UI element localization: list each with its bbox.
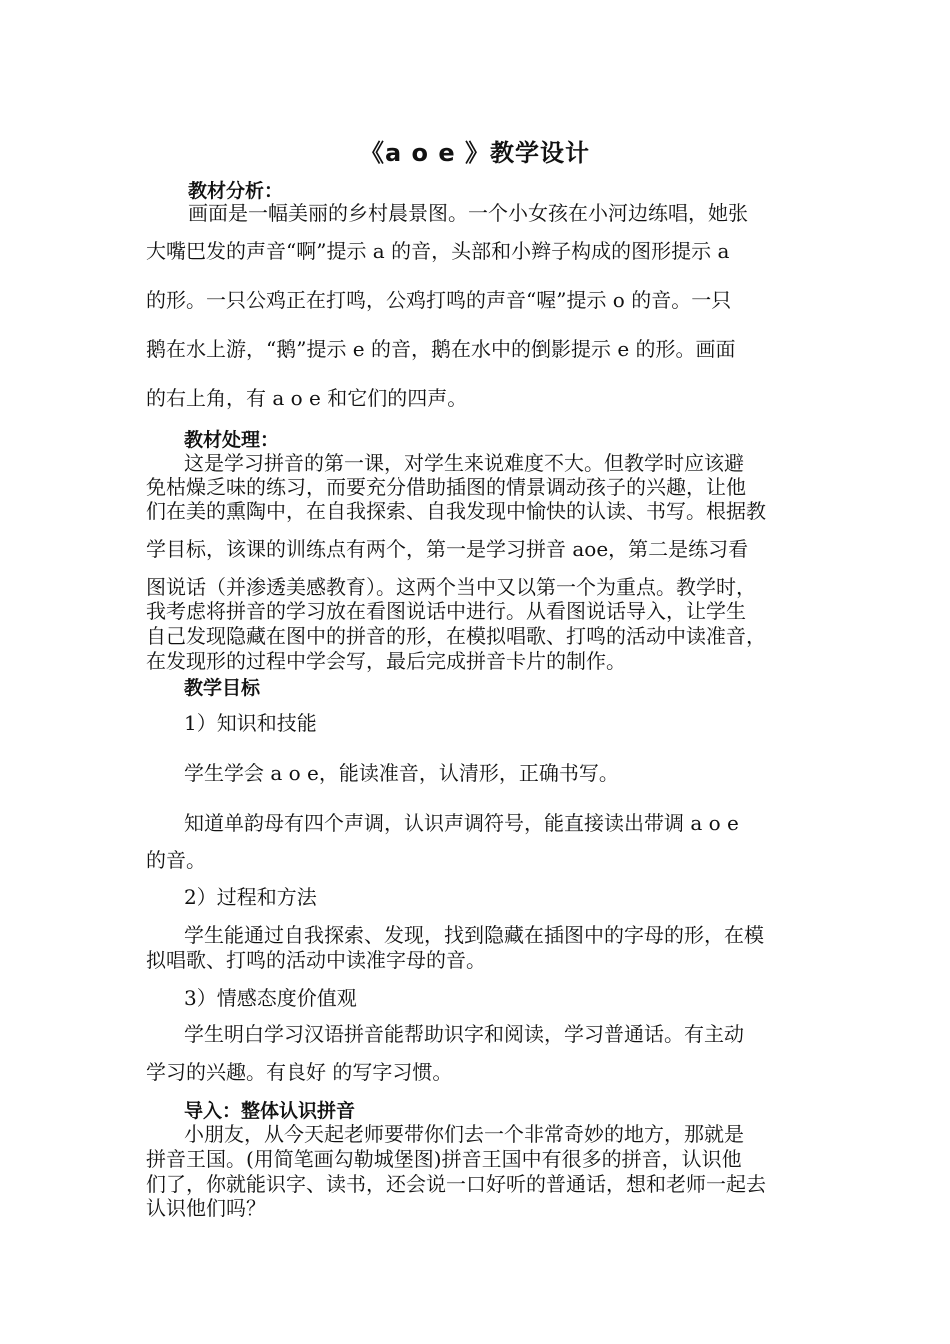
paragraph-line: 图说话（并渗透美感教育）。这两个当中又以第一个为重点。教学时， <box>146 575 756 599</box>
paragraph-line: 画面是一幅美丽的乡村晨景图。一个小女孩在小河边练唱，她张 <box>188 201 748 225</box>
paragraph-line: 免枯燥乏味的练习，而要充分借助插图的情景调动孩子的兴趣，让他 <box>146 475 746 499</box>
paragraph-line: 学生学会 a o e，能读准音，认清形，正确书写。 <box>184 761 619 785</box>
heading-goals: 教学目标 <box>184 677 261 699</box>
paragraph-line: 的形。一只公鸡正在打鸣，公鸡打鸣的声音“喔”提示 o 的音。一只 <box>146 288 732 312</box>
paragraph-line: 的右上角，有 a o e 和它们的四声。 <box>146 386 468 410</box>
subheading-process: 2）过程和方法 <box>184 885 317 909</box>
paragraph-line: 学生能通过自我探索、发现，找到隐藏在插图中的字母的形，在模 <box>184 923 764 947</box>
paragraph-line: 们了，你就能识字、读书，还会说一口好听的普通话，想和老师一起去 <box>146 1172 766 1196</box>
heading-analysis: 教材分析： <box>188 180 284 202</box>
subheading-knowledge: 1）知识和技能 <box>184 711 317 735</box>
paragraph-line: 知道单韵母有四个声调，认识声调符号，能直接读出带调 a o e <box>184 811 739 835</box>
paragraph-line: 拼音王国。(用简笔画勾勒城堡图)拼音王国中有很多的拼音，认识他 <box>146 1147 742 1171</box>
paragraph-line: 小朋友，从今天起老师要带你们去一个非常奇妙的地方，那就是 <box>184 1122 744 1146</box>
document-title: 《a o e 》教学设计 <box>359 139 591 167</box>
paragraph-line: 在发现形的过程中学会写，最后完成拼音卡片的制作。 <box>146 649 626 673</box>
paragraph-line: 的音。 <box>146 848 206 872</box>
paragraph-line: 拟唱歌、打鸣的活动中读准字母的音。 <box>146 948 486 972</box>
paragraph-line: 们在美的熏陶中，在自我探索、自我发现中愉快的认读、书写。根据教 <box>146 499 766 523</box>
paragraph-line: 学习的兴趣。有良好 的写字习惯。 <box>146 1060 453 1084</box>
paragraph-line: 大嘴巴发的声音“啊”提示 a 的音，头部和小辫子构成的图形提示 a <box>146 239 730 263</box>
paragraph-line: 这是学习拼音的第一课，对学生来说难度不大。但教学时应该避 <box>184 451 744 475</box>
heading-intro: 导入：整体认识拼音 <box>184 1100 356 1122</box>
paragraph-line: 自己发现隐藏在图中的拼音的形，在模拟唱歌、打鸣的活动中读准音， <box>146 624 766 648</box>
paragraph-line: 我考虑将拼音的学习放在看图说话中进行。从看图说话导入，让学生 <box>146 599 746 623</box>
heading-processing: 教材处理： <box>184 429 280 451</box>
paragraph-line: 鹅在水上游，“鹅”提示 e 的音，鹅在水中的倒影提示 e 的形。画面 <box>146 337 736 361</box>
paragraph-line: 认识他们吗？ <box>146 1196 266 1220</box>
subheading-attitude: 3）情感态度价值观 <box>184 986 357 1010</box>
paragraph-line: 学目标，该课的训练点有两个，第一是学习拼音 aoe，第二是练习看 <box>146 537 749 561</box>
paragraph-line: 学生明白学习汉语拼音能帮助识字和阅读，学习普通话。有主动 <box>184 1022 744 1046</box>
